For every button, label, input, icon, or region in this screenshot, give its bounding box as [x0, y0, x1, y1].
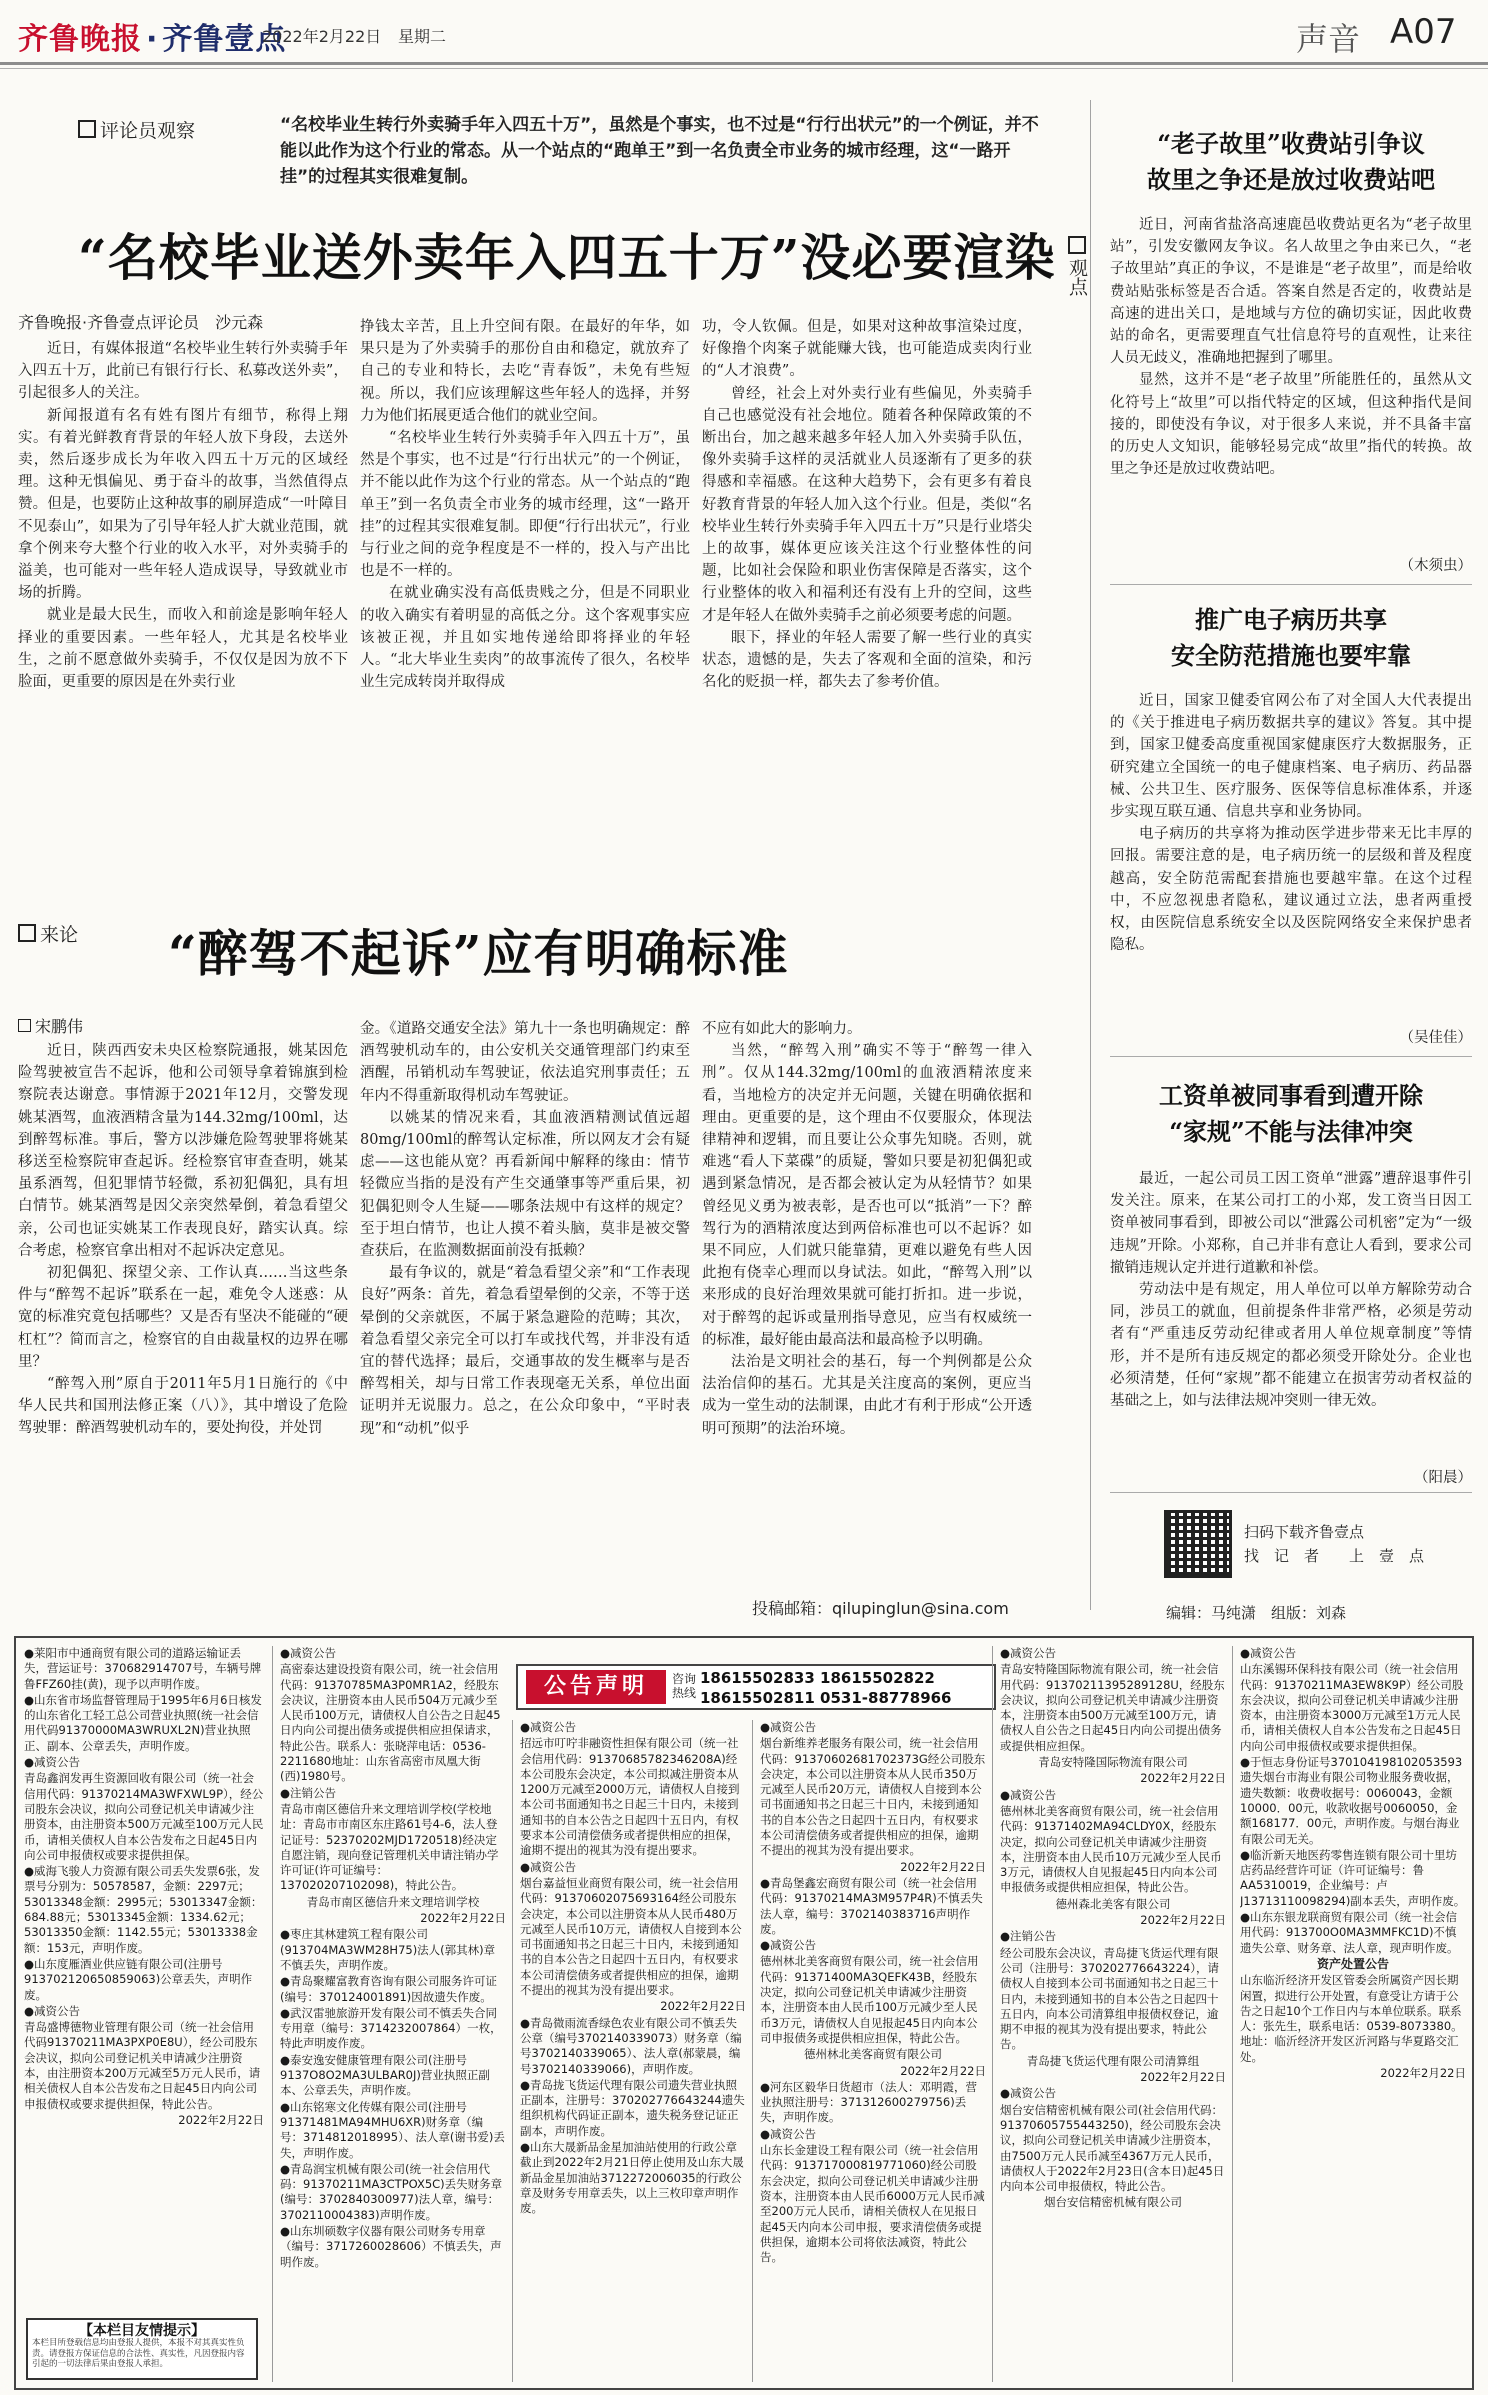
paragraph: 初犯偶犯、探望父亲、工作认真……当这些条件与“醉驾不起诉”联系在一起，难免令人迷惑：从宽的标准究竟包括哪些？又是否有坚决不能碰的“硬杠杠”？简而言之，检察官的自由裁量权的边界在哪里？ — [18, 1265, 348, 1370]
notice-item: ●减资公告 — [1240, 1646, 1297, 1660]
sidebar-item1-title — [1110, 126, 1472, 198]
qr-caption-line: 找 记 者 上 壹 点 — [1244, 1547, 1425, 1565]
issue-weekday: 星期二 — [398, 27, 447, 46]
notice-item: 经公司股东会决议，青岛捷飞货运代理有限公司（注册号：370202776643224），请债权人自接到本公司书面通知书之日起三十日内，未接到通知书的自本公告之日起四十五日内，向本公司清算组申报债权登记，逾期不申报的视其为没有提出要求，特此公告。 — [1000, 1945, 1219, 2052]
article2-title: “醉驾不起诉”应有明确标准 — [168, 924, 789, 983]
masthead-rule-thin — [0, 68, 1488, 69]
notice-item: ●注销公告 — [1000, 1929, 1057, 1944]
notice-item: ●泰安逸安健康管理有限公司(注册号9137O8O2MA3ULBAR0J)营业执照正副本、公章丢失，声明作废。 — [280, 2052, 490, 2098]
column-box-icon — [1068, 236, 1086, 254]
notice-date: 2022年2月22日 — [660, 1999, 746, 2014]
notice-item: ●减资公告 — [520, 1859, 577, 1874]
paragraph: 以姚某的情况来看，其血液酒精测试值远超80mg/100ml的醉驾认定标准，所以网友才会有疑虑——这也能从宽？再看新闻中解释的缘由：情节轻微应当指的是没有产生交通肇事等严重后果，初犯偶犯则令人生疑——哪条法规中有这样的规定？至于坦白情节，也让人摸不着头脑，莫非是被交警查获后，在监测数据面前没有抵赖？ — [360, 1109, 690, 1260]
notice-item: ●河东区毅华日货超市（法人：邓明霞，营业执照注册号：371312600279756)丢失，声明作废。 — [760, 2079, 978, 2125]
paragraph: 金。《道路交通安全法》第九十一条也明确规定：醉酒驾驶机动车的，由公安机关交通管理部门约束至酒醒，吊销机动车驾驶证，依法追究刑事责任；五年内不得重新取得机动车驾驶证。 — [360, 1021, 690, 1104]
notice-date: 2022年2月22日 — [1140, 2070, 1226, 2085]
article1-col3 — [702, 316, 1032, 868]
notice-title: 公告声明 — [526, 1670, 666, 1704]
column-label-contribution: 来论 — [18, 920, 78, 947]
paragraph: 就业是最大民生，而收入和前途是影响年轻人择业的重要因素。一些年轻人，尤其是名校毕业生，之前不愿意做外卖骑手，不仅仅是因为放不下脸面，更重要的原因是在外卖行业 — [18, 607, 348, 691]
notice-item: 青岛市南区德信升来文理培训学校 — [306, 1894, 480, 1909]
notice-item: ●减资公告 — [24, 1755, 81, 1770]
title-line: 故里之争还是放过收费站吧 — [1147, 165, 1435, 194]
sidebar-item3-author: （阳晨） — [1414, 1470, 1472, 1486]
column-box-icon — [18, 924, 36, 942]
notice-item: ●山东度雁酒业供应链有限公司(注册号913702120650859063)公章丢失，声明作废。 — [24, 1956, 253, 2002]
notice-item: ●山东铭寒文化传媒有限公司(注册号91371481MA94MHU6XR)财务章（编号：3714812018995）、法人章(谢书爱)丢失，声明作废。 — [280, 2099, 505, 2160]
notice-item: ●减资公告 — [1000, 1787, 1057, 1802]
sidebar-item3-title — [1110, 1078, 1472, 1150]
column-box-icon — [78, 120, 96, 138]
paragraph: 功，令人钦佩。但是，如果对这种故事渲染过度，好像撸个肉案子就能赚大钱，也可能造成卖肉行业的“人才浪费”。 — [702, 319, 1032, 380]
notice-column-divider — [272, 1646, 273, 2382]
paragraph: 近日，有媒体报道“名校毕业生转行外卖骑手年入四五十万，此前已有银行行长、私募改送外卖”，引起很多人的关注。 — [18, 341, 348, 402]
paragraph: 新闻报道有名有姓有图片有细节，称得上翔实。有着光鲜教育背景的年轻人放下身段，去送外卖，然后逐步成长为年收入四五十万元的区域经理。这种无惧偏见、勇于奋斗的故事，当然值得点赞。但是，也要防止这种故事的刷屏造成“一叶障目不见泰山”，如果为了引导年轻人扩大就业范围，就拿个例来夸大整个行业的收入水平，对外卖骑手的溢美，也可能对一些年轻人造成误导，导致就业市场的折腾。 — [18, 407, 348, 602]
divider — [1110, 1492, 1472, 1493]
notice-item: ●山东圳硕数字仪器有限公司财务专用章（编号：3717260028606）不慎丢失，声明作废。 — [280, 2223, 502, 2269]
paragraph: “名校毕业生转行外卖骑手年入四五十万”，虽然是个事实，也不过是“行行出状元”的一个例证，并不能以此作为这个行业的常态。从一个站点的“跑单王”到一名负责全市业务的城市经理，这“一路开挂”的过程其实很难复制。即便“行行出状元”，行业与行业之间的竞争程度是不一样的，投入与产出比也是不一样的。 — [360, 430, 690, 580]
sidebar-item2-title — [1110, 602, 1472, 674]
notice-item: 山东溪锡环保科技有限公司（统一社会信用代码：91370211MA3EW8K9P）经公司股东会决议，拟向公司登记机关申请减少注册资本，由注册资本3000万元减至1万元人民币，请相关债权人自本公告发布之日起45日内向公司申报债权或要求提供担保。 — [1240, 1662, 1464, 1753]
notice-item: 德州森北美客有限公司 — [1055, 1896, 1171, 1911]
sidebar-item2-body — [1110, 690, 1472, 1054]
notice-item: ●青岛润宝机械有限公司(统一社会信用代码：91370211MA3CTPOX5C)丢失财务章(编号：3702840300977)法人章，编号：3702110004383)声明作废。 — [280, 2161, 503, 2222]
qr-caption — [1244, 1520, 1424, 1568]
notice-item: 山东临沂经济开发区管委会所属资产因长期闲置，拟进行公开处置，有意受让方请于公告之日起10个工作日内与本单位联系。联系人：张先生，联系电话：0539-8073380。地址：临沂经济开发区沂河路与华夏路交汇处。 — [1240, 1973, 1463, 2064]
sidebar-item2-author: （吴佳佳） — [1399, 1030, 1472, 1046]
notice-col1 — [24, 1646, 264, 2314]
qr-caption-line: 扫码下载齐鲁壹点 — [1244, 1523, 1365, 1541]
notice-item: ●山东东银龙联商贸有限公司（统一社会信用代码：913700O0MA3MMFKC1D)不慎遗失公章、财务章、法人章，现声明作废。 — [1240, 1910, 1459, 1955]
notice-item: 青岛捷飞货运代理有限公司清算组 — [1026, 2053, 1200, 2068]
notice-item: ●莱阳市中通商贸有限公司的道路运输证丢失，营运证号：370682914707号，车辆号牌鲁FFZ60挂(黄)，现予以声明作废。 — [24, 1646, 262, 1691]
paragraph: 近日，国家卫健委官网公布了对全国人大代表提出的《关于推进电子病历数据共享的建议》答复。其中提到，国家卫健委高度重视国家健康医疗大数据服务，正研究建立全国统一的电子健康档案、电子病历、药品器械、公共卫生、医疗服务、医保等信息标准体系，并逐步实现互联互通、信息共享和业务协同。 — [1110, 693, 1472, 821]
editor-credit: 编辑：马纯潇 组版：刘森 — [1166, 1604, 1347, 1622]
notice-date: 2022年2月22日 — [900, 2063, 986, 2078]
paragraph: 近日，河南省盐洛高速鹿邑收费站更名为“老子故里站”，引发安徽网友争议。名人故里之争由来已久，“老子故里站”真正的争议，不是谁是“老子故里”，而是给收费站贴张标签是否合适。答案自然是否定的，收费站是高速的进出关口，是地域与方位的确切实证，因此收费站的命名，更需要理直气壮信息符号的直观性，让来往人员无歧义，准确地把握到了哪里。 — [1110, 217, 1472, 367]
paragraph: 近日，陕西西安未央区检察院通报，姚某因危险驾驶被宣告不起诉，他和公司领导拿着锦旗到检察院表达谢意。事情源于2021年12月，交警发现姚某酒驾，血液酒精含量为144.32mg/100ml，达到醉驾标准。事后，警方以涉嫌危险驾驶罪将姚某移送至检察院审查起诉。经检察官审查查明，姚某虽系酒驾，但犯罪情节轻微，系初犯偶犯，具有坦白情节。姚某酒驾是因父亲突然晕倒，着急看望父亲，公司也证实姚某工作表现良好，踏实认真。综合考虑，检察官拿出相对不起诉决定意见。 — [18, 1043, 348, 1259]
notice-date: 2022年2月22日 — [1380, 2066, 1466, 2081]
hotline-label: 咨询热线 — [672, 1672, 697, 1700]
notice-item: ●减资公告 — [1000, 1646, 1057, 1660]
section-name: 声音 — [1296, 20, 1361, 58]
notice-item: 德州林北美客商贸有限公司 — [804, 2047, 942, 2062]
phone-line: 18615502811 0531-88778966 — [700, 1689, 952, 1707]
notice-item: ●青岛拢飞货运代理有限公司遗失营业执照正副本，注册号：370202776643244遗失组织机构代码证正副本，遗失税务登记证正副本，声明作废。 — [520, 2077, 745, 2138]
paragraph: 最近，一起公司员工因工资单“泄露”遭辞退事件引发关注。原来，在某公司打工的小郑，发工资当日因工资单被同事看到，即被公司以“泄露公司机密”定为“一级违规”开除。小郑称，自己并非有意让人看到，要求公司撤销违规认定并进行道歉和补偿。 — [1110, 1171, 1472, 1276]
article1-col1 — [18, 338, 348, 868]
notice-item: 烟台安信精密机械有限公司 — [1044, 2195, 1182, 2210]
notice-item: 德州林北美客商贸有限公司，统一社会信用代码：91371402MA94CLDY0X，经股东决定，拟向公司登记机关申请减少注册资本，注册资本由人民币10万元减少至人民币3万元，请债权人自见报起45日内向本公司申报债务或提供相应担保，特此公告。 — [1000, 1803, 1222, 1895]
notice-item: ●青岛堡鑫宏商贸有限公司（统一社会信用代码：91370214MA3M957P4R)不慎丢失法人章，编号：3702140383716声明作废。 — [760, 1875, 983, 1936]
notice-item: ●减资公告 — [760, 1720, 817, 1734]
notice-item: ●青岛聚耀富教育咨询有限公司服务许可证(编号：370124001891)因故遗失作废。 — [280, 1974, 498, 2004]
page-number: A07 — [1390, 12, 1457, 52]
notice-date: 2022年2月22日 — [1140, 1771, 1226, 1786]
notice-item: ●山东省市场监督管理局于1995年6月6日核发的山东省化工轻工总公司营业执照(统一社会信用代码91370000MA3WRUXL2N)营业执照正、副本、公章丢失，声明作废。 — [24, 1692, 262, 1753]
notice-item: ●于恒志身份证号370104198102053593遗失烟台市海业有限公司物业服务费收据，遗失数额：收费收据号：0060043，金额10000．00元，收款收据号0060050，金额168177．00元，声明作废。与烟台海业有限公司无关。 — [1240, 1755, 1463, 1846]
column-label-commentary: 评论员观察 — [78, 116, 195, 143]
paragraph: 显然，这并不是“老子故里”所能胜任的，虽然从文化符号上“故里”可以指代特定的区域，但这种指代是间接的，即使没有争议，对于很多人来说，并不具备丰富的历史人文知识，能够轻易完成“故里”指代的转换。故里之争还是放过收费站吧。 — [1110, 372, 1472, 478]
notice-item: ●武汉雷驰旅游开发有限公司不慎丢失合同专用章（编号：3714232007864）一枚，特此声明废作废。 — [280, 2005, 502, 2051]
notice-item: ●枣庄其林建筑工程有限公司(913704MA3WM28H75)法人(郭其林)章不慎丢失，声明作废。 — [280, 1927, 496, 1972]
notice-item: 青岛安特隆国际物流有限公司，统一社会信用代码：91370211395289128U，经股东会决议，拟向公司登记机关申请减少注册资本，注册资本由500万元减至100万元，请债权人自公告之日起45日内向公司提出债务或提供相应担保。 — [1000, 1662, 1225, 1753]
article2-col1 — [18, 1040, 348, 1608]
notice-date: 2022年2月22日 — [900, 1859, 986, 1874]
notice-item: ●临沂新天地医药零售连锁有限公司十里坊店药品经营许可证（许可证编号：鲁AA5310019，企业编号：卢J13713110098294)副本丢失，声明作废。 — [1240, 1847, 1466, 1908]
notice-item: 招远市叮咛非融资性担保有限公司（统一社会信用代码：91370685782346208A)经本公司股东会决定，本公司拟减注册资本从1200万元减至2000万元，请债权人自接到本公司书面通知书之日起三十日内，未接到通知书的自本公告之日起四十五日内，有权要求本公司清偿债务或者提供相应的担保，逾期不提出的视其为没有提出要求。 — [520, 1736, 740, 1858]
notice-item: ●减资公告 — [280, 1646, 337, 1660]
notice-col5 — [1000, 1646, 1226, 2382]
article2-col3 — [702, 1018, 1032, 1574]
tip-title: 【本栏目友情提示】 — [79, 2323, 205, 2339]
column-divider — [1090, 100, 1091, 1610]
title-line: 工资单被同事看到遭开除 — [1159, 1081, 1423, 1110]
paragraph: 眼下，择业的年轻人需要了解一些行业的真实状态，遗憾的是，失去了客观和全面的渲染，和污名化的贬损一样，都失去了参考价值。 — [702, 629, 1032, 691]
divider — [1110, 584, 1472, 585]
notice-item: 青岛市南区德信升来文理培训学校(学校地址：青岛市市南区东庄路61号4-6，法人登记证号：52370202MJD1720518)经决定自愿注销，现向登记管理机关申请注销办学许可证(许可证编号：137020207102098)，特此公告。 — [280, 1801, 499, 1893]
notice-item: ●山东大晟新品金星加油站使用的行政公章截止到2022年2月21日停止使用及山东大晟新品金星加油站3712272006035的行政公章及财务专用章丢失，以上三枚印章声明作废。 — [520, 2140, 744, 2216]
paragraph: 在就业确实没有高低贵贱之分，但是不同职业的收入确实有着明显的高低之分。这个客观事实应该被正视，并且如实地传递给即将择业的年轻人。“北大毕业生卖肉”的故事流传了很久，名校毕业生完成转岗并取得成 — [360, 585, 690, 691]
paragraph: “醉驾入刑”原自于2011年5月1日施行的《中华人民共和国刑法修正案（八）》，其中增设了危险驾驶罪：醉酒驾驶机动车的，要处拘役，并处罚 — [18, 1376, 348, 1437]
notice-item: 山东长金建设工程有限公司（统一社会信用代码：913717000819771060)经公司股东会决定，拟向公司登记机关申请减少注册资本，注册资本由人民币6000万元人民币减至200万元人民币，请相关债权人在见报日起45天内向本公司申报，要求清偿债务或提供担保，逾期本公司将依法减资，特此公告。 — [760, 2143, 985, 2265]
notice-item: 青岛鑫润发再生资源回收有限公司（统一社会信用代码：91370214MA3WFXWL9P），经公司股东会决议，拟向公司登记机关申请减少注册资本，由注册资本500万元减至100万元人民币，请相关债权人自本公告发布之日起45日内向公司申报债权或要求提供担保。 — [24, 1771, 264, 1862]
paragraph: 挣钱太辛苦，且上升空间有限。在最好的年华，如果只是为了外卖骑手的那份自由和稳定，就放弃了自己的专业和特长，去吃“青春饭”，未免有些短视。所以，我们应该理解这些年轻人的选择，并努力为他们拓展更适合他们的就业空间。 — [360, 319, 690, 424]
qr-code-icon[interactable] — [1164, 1510, 1232, 1578]
paragraph: 劳动法中是有规定，用人单位可以单方解除劳动合同，涉员工的就血，但前提条件非常严格，必须是劳动者有“严重违反劳动纪律或者用人单位规章制度”等情形，并不是所有违反规定的都必须受开除处分。企业也必须清楚，任何“家规”都不能建立在损害劳动者权益的基础之上，如与法律法规冲突则一律无效。 — [1110, 1282, 1472, 1410]
notice-item: 烟台安信精密机械有限公司(社会信用代码：91370605755443250)，经公司股东会决议，拟向公司登记机关申请减少注册资本，由7500万元人民币减至4367万元人民币，请债权人于2022年2月23日(含本日)起45日内向本公司申报债权，特此公告。 — [1000, 2102, 1225, 2194]
sidebar-item1-body — [1110, 214, 1472, 584]
notice-col3 — [520, 1720, 746, 2382]
notice-item: 青岛盛博德物业管理有限公司（统一社会信用代码91370211MA3PXP0E8U），经公司股东会决议，拟向公司登记机关申请减少注册资本，由注册资本200万元减至5万元人民币，请相关债权人自本公告发布之日起45日内向公司申报债权或要求提供担保，特此公告。 — [24, 2020, 261, 2111]
notice-item: 青岛安特隆国际物流有限公司 — [1038, 1755, 1188, 1770]
submission-email: 投稿邮箱：qilupinglun@sina.com — [752, 1599, 1009, 1618]
notice-item: 烟台嘉益恒业商贸有限公司，统一社会信用代码：91370602075693164经公司股东会决定，本公司以注册资本从人民币480万元减至人民币10万元，请债权人自接到本公司书面通知书之日起三十日内，未接到通知书的自本公告之日起四十五日内，有权要求本公司清偿债务或者提供相应的担保，逾期不提出的视其为没有提出要求。 — [520, 1875, 742, 1998]
notice-item: ●减资公告 — [760, 1938, 817, 1953]
article1-col2 — [360, 316, 690, 868]
notice-col2 — [280, 1646, 506, 2382]
notice-item: 烟台新维养老服务有限公司，统一社会信用代码：91370602681702373G经公司股东会决定，本公司以注册资本从人民币350万元减至人民币20万元，请债权人自接到本公司书面通知书之日起三十日内，未接到通知书的自本公告之日起四十五日内，有权要求本公司清偿债务或者提供相应的担保，逾期不提出的视其为没有提出要求。 — [760, 1736, 986, 1858]
sidebar-item1-author: （木须虫） — [1399, 558, 1472, 574]
masthead-rule — [0, 62, 1488, 65]
phone-line: 18615502833 18615502822 — [700, 1669, 935, 1687]
notice-date: 2022年2月22日 — [420, 1911, 506, 1926]
notice-item: ●威海飞骏人力资源有限公司丢失发票6张，发票号分别为：50578587，金额：2297元；53013348金额：2995元；53013347金额：684.88元；53013345金额：1334.62元；53013350金额：1142.55元；53013338金额：153元，声明作废。 — [24, 1864, 263, 1955]
notice-column-divider — [512, 1720, 513, 2382]
tip-body: 本栏目所登载信息均由登报人提供，本报不对其真实性负责。请登报方保证信息的合法性、真实性，凡因登报内容引起的一切法律后果由登报人承担。 — [32, 2338, 245, 2369]
issue-date: 2022年2月22日 — [262, 27, 382, 46]
article2-byline: 宋鹏伟 — [18, 1014, 83, 1037]
notice-item: ●减资公告 — [760, 2126, 817, 2141]
newspaper-logo: 齐鲁晚报 · 齐鲁壹点 — [18, 22, 287, 57]
byline-box-icon — [18, 1019, 31, 1032]
paragraph: 电子病历的共享将为推动医学进步带来无比丰厚的回报。需要注意的是，电子病历统一的层级和普及程度越高，安全防范需配套措施也要越牢靠。在这个过程中，不应忽视患者隐私，建议通过立法，患者两重授权，由医院信息系统安全以及医院网络安全来保护患者隐私。 — [1110, 826, 1472, 954]
article1-byline: 齐鲁晚报·齐鲁壹点评论员 沙元森 — [18, 313, 264, 332]
paragraph: 曾经，社会上对外卖行业有些偏见，外卖骑手自己也感觉没有社会地位。随着各种保障政策的不断出台，加之越来越多年轻人加入外卖骑手队伍，像外卖骑手这样的灵活就业人员逐渐有了更多的获得感和幸福感。在这种大趋势下，会有更多有着良好教育背景的年轻人加入这个行业。但是，类似“名校毕业生转行外卖骑手年入四五十万”只是行业塔尖上的故事，媒体更应该关注这个行业整体性的问题，比如社会保险和职业伤害保障是否落实，这个行业整体的收入和福利还有没有上升的空间，这些才是年轻人在做外卖骑手之前必须要考虑的问题。 — [702, 385, 1032, 624]
article2-col2 — [360, 1018, 690, 1608]
paragraph: 当然，“醉驾入刑”确实不等于“醉驾一律入刑”。仅从144.32mg/100ml的血液酒精浓度来看，当地检方的决定并无问题，关键在明确依据和理由。更重要的是，这个理由不仅要服众，体现法律精神和逻辑，而且要让公众事先知晓。否则，就难逃“看人下菜碟”的质疑，警如只要是初犯偶犯或遇到紧急情况，是否都会被认定为从轻情节？如果曾经见义勇为被表彰，是否也可以“抵消”一下？醉驾行为的酒精浓度达到两倍标准也可以不起诉？如果不同应，人们就只能靠猜，更难以避免有些人因此抱有侥幸心理而以身试法。如此，“醉驾入刑”以来形成的良好治理效果就可能打折扣。进一步说，对于醉驾的起诉或量刑指导意见，应当有权威统一的标准，最好能由最高法和最高检予以明确。 — [702, 1043, 1032, 1348]
notice-col6 — [1240, 1646, 1466, 2382]
notice-col4 — [760, 1720, 986, 2382]
notice-item: ●减资公告 — [1000, 2086, 1057, 2101]
title-line: “家规”不能与法律冲突 — [1169, 1117, 1413, 1146]
title-line: 安全防范措施也要牢靠 — [1171, 641, 1411, 670]
paragraph: 最有争议的，就是“着急看望父亲”和“工作表现良好”两条：首先，着急看望晕倒的父亲，不等于送晕倒的父亲就医，不属于紧急避险的范畴；其次，着急看望父亲完全可以打车或找代驾，并非没有适宜的替代选择；最后，交通事故的发生概率与是否醉驾相关，却与日常工作表现毫无关系，单位出面证明并无说服力。总之，在公众印象中，“平时表现”和“动机”似乎 — [360, 1265, 690, 1437]
hotline-numbers — [700, 1668, 952, 1708]
notice-item: 德州林北美客商贸有限公司，统一社会信用代码：91371400MA3QEFK43B，经股东决定，拟向公司登记机关申请减少注册资本，注册资本由人民币100万元减少至人民币3万元，请债权人自见报起45日内向本公司申报债务或提供相应担保，特此公告。 — [760, 1954, 979, 2045]
notice-item: ●青岛微雨流香绿色农业有限公司不慎丢失公章（编号3702140339073）财务章（编号3702140339065）、法人章(郝蒙晨，编号3702140339066)，声明作废。 — [520, 2015, 742, 2076]
notice-item: ●减资公告 — [24, 2003, 81, 2018]
notice-item: ●注销公告 — [280, 1785, 337, 1800]
notice-column-divider — [992, 1646, 993, 2382]
notice-date: 2022年2月22日 — [1140, 1913, 1226, 1928]
article1-lead: “名校毕业生转行外卖骑手年入四五十万”，虽然是个事实，也不过是“行行出状元”的一个例证，并不能以此作为这个行业的常态。从一个站点的“跑单王”到一名负责全市业务的城市经理，这“一路开挂”的过程其实很难复制。 — [280, 115, 1039, 187]
paragraph: 法治是文明社会的基石，每一个判例都是公众法治信仰的基石。尤其是关注度高的案例，更应当成为一堂生动的法制课，由此才有利于形成“公开透明可预期”的法治环境。 — [702, 1354, 1032, 1437]
notice-date: 2022年2月22日 — [178, 2112, 264, 2127]
notice-column-divider — [1232, 1646, 1233, 2382]
notice-heading: 资产处置公告 — [1316, 1956, 1389, 1971]
sidebar-item3-body — [1110, 1168, 1472, 1486]
divider — [1110, 1056, 1472, 1057]
article1-title: “名校毕业送外卖年入四五十万”没必要渲染 — [78, 228, 1056, 287]
notice-item: ●减资公告 — [520, 1720, 577, 1734]
title-line: “老子故里”收费站引争议 — [1157, 129, 1425, 158]
notice-item: 高密泰达建设投资有限公司，统一社会信用代码：91370785MA3P0MR1A2，经股东会决议，注册资本由人民币504万元减少至人民币100万元，请债权人自公告之日起45日内向公司提出债务或提供相应担保请求，特此公告。联系人：张晓萍电话：0536-2211680地址：山东省高密市凤凰大街(西)1980号。 — [280, 1662, 501, 1784]
paragraph: 不应有如此大的影响力。 — [702, 1021, 862, 1037]
notice-column-divider — [752, 1720, 753, 2382]
column-label-viewpoint: 观点 — [1064, 236, 1091, 296]
title-line: 推广电子病历共享 — [1195, 605, 1387, 634]
